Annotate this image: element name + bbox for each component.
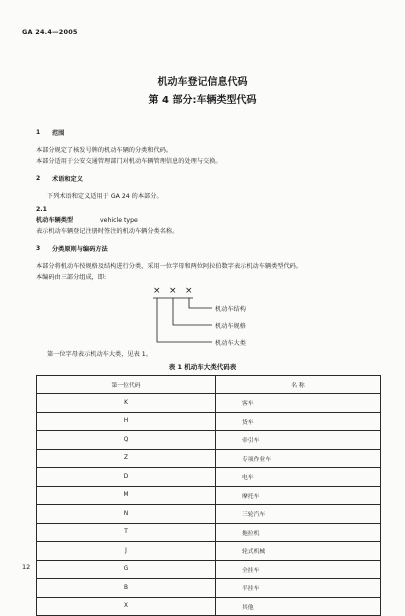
table-row — [37, 431, 381, 450]
subsection-2-1-number: 2.1 — [36, 206, 47, 213]
connector-class — [157, 298, 212, 342]
standard-code-header: GA 24.4—2005 — [22, 28, 78, 36]
vehicle-class-code-table — [36, 375, 381, 616]
section-3-after-diagram: 第一位字母表示机动车大类，见表 1。 — [47, 351, 152, 358]
table-row — [37, 449, 381, 468]
row-code: H — [37, 412, 216, 431]
row-name: 牵引车 — [216, 431, 381, 450]
section-2-intro: 下列术语和定义适用于 GA 24 的本部分。 — [47, 193, 163, 200]
section-3-heading: 分类原则与编码方法 — [52, 246, 108, 253]
diagram-label-spec: 机动车规格 — [215, 323, 246, 330]
row-name: 客车 — [216, 394, 381, 413]
row-name: 拖拉机 — [216, 523, 381, 542]
header-name: 名 称 — [216, 376, 381, 394]
table-row — [37, 468, 381, 487]
row-name: 专项作业车 — [216, 449, 381, 468]
connector-spec — [173, 298, 212, 325]
section-3-line-1: 本部分将机动车按规格及结构进行分类，采用一位字母和两位阿拉伯数字表示机动车辆类型代码。 — [36, 263, 303, 270]
row-name: 摩托车 — [216, 486, 381, 505]
row-name: 货车 — [216, 412, 381, 431]
header-code: 第一位代码 — [37, 376, 216, 394]
section-3-number: 3 — [36, 245, 41, 252]
table-header-row — [37, 376, 381, 394]
row-name: 电车 — [216, 468, 381, 487]
page-number: 12 — [22, 563, 31, 571]
table-row — [37, 505, 381, 524]
row-name: 半挂车 — [216, 579, 381, 598]
table-row — [37, 523, 381, 542]
section-2-heading: 术语和定义 — [52, 176, 83, 183]
row-code: K — [37, 394, 216, 413]
diagram-symbol-3: × — [185, 286, 193, 296]
section-2-number: 2 — [36, 175, 41, 182]
connector-structure — [189, 298, 212, 308]
row-code: Z — [37, 449, 216, 468]
diagram-label-structure: 机动车结构 — [215, 306, 246, 313]
table-row — [37, 597, 381, 616]
row-code: Q — [37, 431, 216, 450]
section-1-heading: 范围 — [52, 130, 65, 137]
section-3-line-2: 本编码由三部分组成，即: — [36, 274, 107, 281]
row-code: B — [37, 579, 216, 598]
term-zh: 机动车辆类型 — [36, 217, 74, 224]
row-code: J — [37, 542, 216, 561]
row-name: 全挂车 — [216, 560, 381, 579]
table-row — [37, 560, 381, 579]
document-title: 机动车登记信息代码 — [157, 77, 248, 88]
section-1-line-2: 本部分适用于公安交通管理部门对机动车辆管理信息的处理与交换。 — [36, 158, 222, 165]
table-row — [37, 412, 381, 431]
table-caption: 表 1 机动车大类代码表 — [168, 363, 237, 371]
diagram-label-class: 机动车大类 — [215, 340, 246, 347]
section-1-number: 1 — [36, 129, 41, 136]
table-row — [37, 486, 381, 505]
row-code: G — [37, 560, 216, 579]
row-code: T — [37, 523, 216, 542]
term-definition: 表示机动车辆登记注册时签注的机动车辆分类名称。 — [36, 228, 179, 235]
row-code: D — [37, 468, 216, 487]
table-row — [37, 579, 381, 598]
table-row — [37, 542, 381, 561]
document-subtitle: 第 4 部分:车辆类型代码 — [148, 95, 257, 106]
section-1-line-1: 本部分规定了核发号牌的机动车辆的分类和代码。 — [36, 147, 173, 154]
row-name: 三轮汽车 — [216, 505, 381, 524]
row-code: N — [37, 505, 216, 524]
term-en: vehicle type — [100, 217, 138, 224]
row-code: X — [37, 597, 216, 616]
row-name: 其他 — [216, 597, 381, 616]
diagram-symbol-1: × — [153, 286, 161, 296]
row-name: 轮式机械 — [216, 542, 381, 561]
table-row — [37, 394, 381, 413]
diagram-symbol-2: × — [169, 286, 177, 296]
row-code: M — [37, 486, 216, 505]
